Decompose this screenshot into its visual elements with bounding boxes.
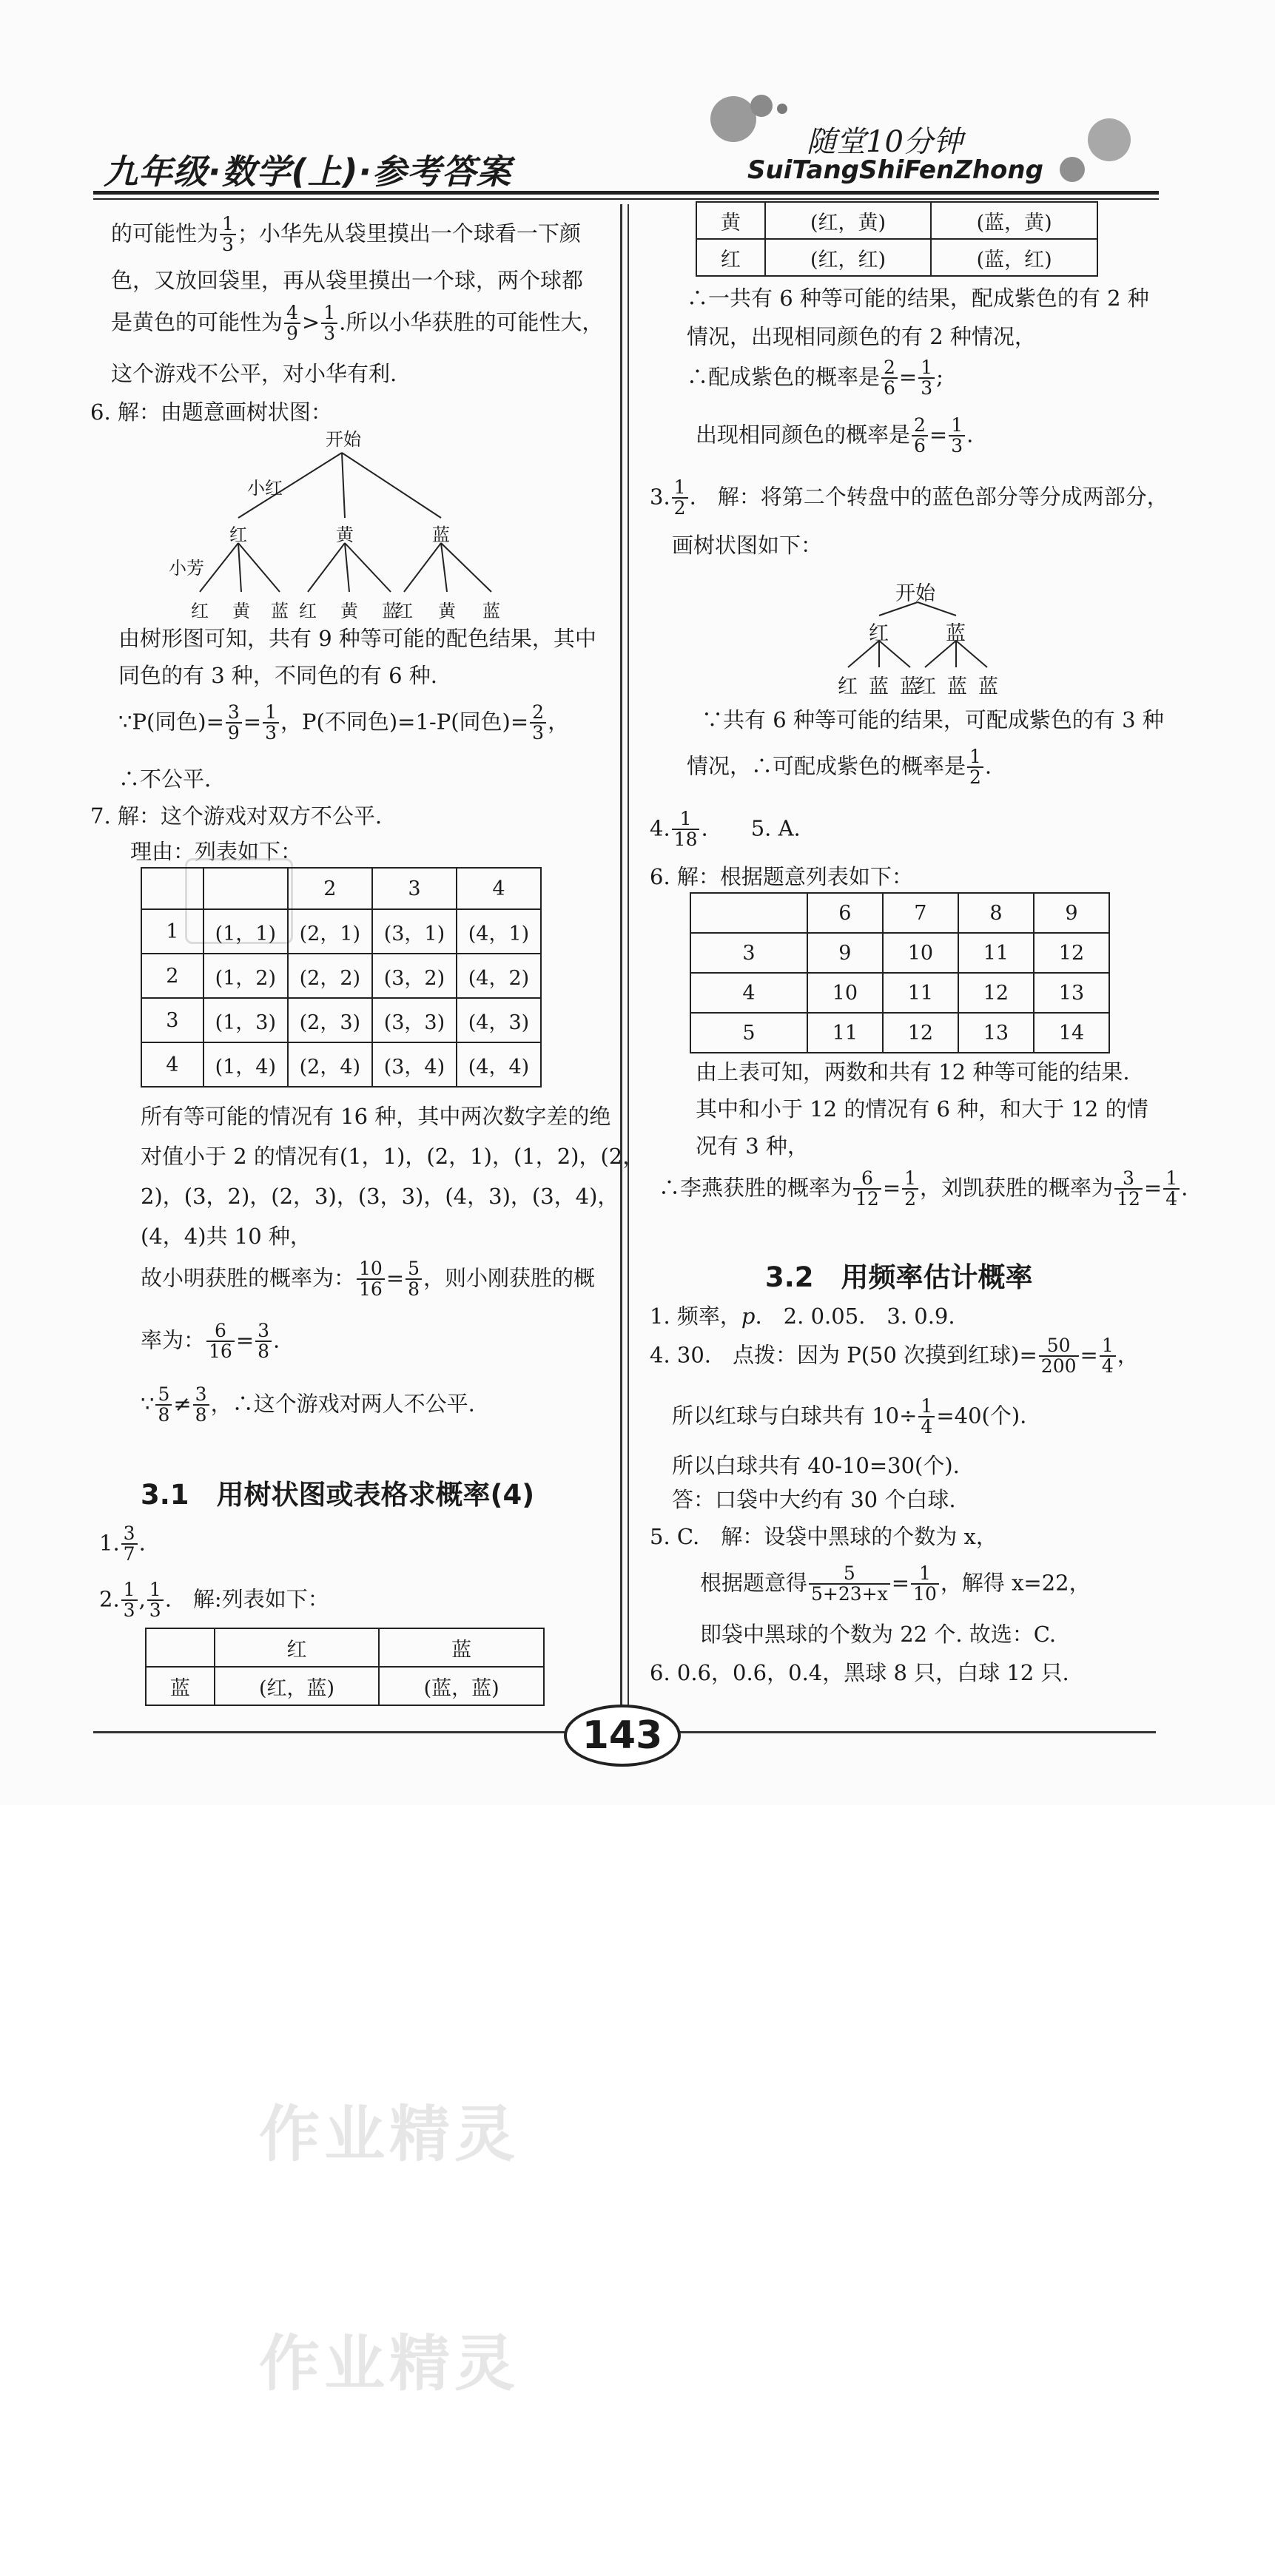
- text-line: 这个游戏不公平，对小华有利.: [111, 361, 397, 386]
- tree-leaf: 黄: [340, 601, 358, 621]
- table-cell: (4，1): [457, 909, 541, 954]
- table-cell: (2，4): [288, 1042, 372, 1087]
- decor-dot: [1088, 118, 1131, 161]
- table-top-right: [696, 201, 1098, 277]
- tree-leaf: 蓝: [978, 675, 998, 698]
- text-line: 3. $\frac{1}{2}$ . 解：将第二个转盘中的蓝色部分等分成两部分，: [650, 476, 1168, 519]
- text-line: 所有等可能的情况有 16 种，其中两次数字差的绝: [141, 1104, 611, 1129]
- table-cell: [690, 893, 807, 933]
- text-line: (4，4)共 10 种，: [141, 1224, 312, 1249]
- tree-leaf: 蓝: [900, 675, 920, 698]
- text-line: ∵ $\frac{5}{8}$ ≠ $\frac{3}{8}$ ，∴这个游戏对两人不公平.: [141, 1383, 475, 1426]
- watermark: 作业精灵: [259, 2329, 520, 2399]
- table-cell: 蓝: [146, 1667, 215, 1705]
- text-line: 所以红球与白球共有 10÷ $\frac{1}{4}$ =40(个).: [672, 1395, 1027, 1438]
- text-line: 是黄色的可能性为 $\frac{4}{9}$ > $\frac{1}{3}$ .所以小华获胜的可能性大，: [111, 302, 604, 345]
- table-cell: (4，2): [457, 954, 541, 998]
- table-cell: (红，红): [765, 239, 932, 276]
- table-cell: 4: [141, 1042, 203, 1087]
- table-cell: 6: [807, 893, 883, 933]
- watermark: 作业精灵: [259, 2100, 520, 2170]
- text-line: 2. $\frac{1}{3}$ , $\frac{1}{3}$ . 解:列表如下：: [99, 1579, 329, 1622]
- table-cell: 11: [958, 933, 1034, 973]
- table-row: [690, 1013, 1109, 1053]
- text-line: 率为： $\frac{6}{16}$ = $\frac{3}{8}$ .: [141, 1320, 280, 1363]
- table-cell: (红，蓝): [215, 1667, 380, 1705]
- blank-area: [0, 1805, 1275, 2576]
- table-cell: (蓝，红): [931, 239, 1097, 276]
- tree-node: 红: [229, 525, 247, 545]
- table-cell: 4: [457, 868, 541, 909]
- section-heading: 3.1 用树状图或表格求概率(4): [141, 1479, 535, 1511]
- text-line: 4. 30. 点拨：因为 P(50 次摸到红球)= $\frac{50}{200}$ = $\frac{1}{4}$ ，: [650, 1335, 1139, 1378]
- table-row: [146, 1628, 544, 1667]
- text-line: 故小明获胜的概率为： $\frac{10}{16}$ = $\frac{5}{8}$ ，则小刚获胜的概: [141, 1258, 596, 1301]
- text-line: 6. 0.6，0.6，0.4，黑球 8 只，白球 12 只.: [650, 1660, 1069, 1685]
- text-line: 情况，∴可配成紫色的概率是 $\frac{1}{2}$ .: [687, 746, 992, 789]
- text-line: ∵共有 6 种等可能的结果，可配成紫色的有 3 种: [702, 707, 1164, 732]
- text-line: 1. 频率，p. 2. 0.05. 3. 0.9.: [650, 1304, 955, 1329]
- text-line: 6. 解：由题意画树状图：: [90, 399, 332, 425]
- table-q7: [141, 867, 542, 1088]
- text-line: 况有 3 种，: [696, 1133, 809, 1159]
- tree-diagram: [0, 0, 592, 666]
- table-row: [696, 239, 1097, 276]
- table-cell: 5: [690, 1013, 807, 1053]
- table-cell: 11: [883, 973, 958, 1013]
- table-cell: 8: [958, 893, 1034, 933]
- decor-dot: [750, 95, 773, 117]
- table-cell: (蓝，蓝): [379, 1667, 544, 1705]
- table-cell: (蓝，黄): [931, 202, 1097, 239]
- tree-leaf: 红: [395, 601, 413, 621]
- table-cell: 蓝: [379, 1628, 544, 1667]
- text-line: 2)，(3，2)，(2，3)，(3，3)，(4，3)，(3，4)，: [141, 1184, 619, 1209]
- table-row: [696, 202, 1097, 239]
- page-number: 143: [564, 1705, 681, 1767]
- table-cell: 3: [372, 868, 457, 909]
- tree-leaf: 黄: [232, 601, 250, 621]
- brand-en: SuiTangShiFenZhong: [747, 155, 1043, 185]
- text-line: 同色的有 3 种，不同色的有 6 种.: [118, 663, 437, 688]
- tree-level-label: 小芳: [169, 558, 204, 579]
- table-cell: (1，1): [203, 909, 288, 954]
- section-heading: 3.2 用频率估计概率: [765, 1261, 1033, 1293]
- page-title: 九年级·数学(上)·参考答案: [104, 152, 511, 192]
- table-cell: 10: [883, 933, 958, 973]
- text-line: 5. C. 解：设袋中黑球的个数为 x，: [650, 1524, 998, 1549]
- table-cell: 9: [807, 933, 883, 973]
- text-line: 色，又放回袋里，再从袋里摸出一个球，两个球都: [111, 268, 584, 293]
- table-cell: 12: [1034, 933, 1109, 973]
- table-row: [690, 893, 1109, 933]
- table-row: [146, 1667, 544, 1705]
- table-cell: 4: [690, 973, 807, 1013]
- text-line: 根据题意得 $\frac{5}{5+23+x}$ = $\frac{1}{10}$ ，解得 x=22，: [700, 1562, 1091, 1605]
- column-divider: [620, 204, 622, 1736]
- text-line: 情况，出现相同颜色的有 2 种情况，: [687, 324, 1036, 349]
- text-line: 其中和小于 12 的情况有 6 种，和大于 12 的情: [696, 1096, 1148, 1122]
- table-cell: 10: [807, 973, 883, 1013]
- text-line: 由树形图可知，共有 9 种等可能的配色结果，其中: [118, 626, 596, 651]
- tree-level-label: 小红: [247, 478, 283, 499]
- table-cell: (3，2): [372, 954, 457, 998]
- tree-leaf: 蓝: [482, 601, 500, 621]
- table-cell: 黄: [696, 202, 765, 239]
- text-line: 对值小于 2 的情况有(1，1)，(2，1)，(1，2)，(2，: [141, 1144, 645, 1169]
- table-cell: 11: [807, 1013, 883, 1053]
- table-cell: (1，2): [203, 954, 288, 998]
- table-cell: (3，3): [372, 998, 457, 1042]
- tree-leaf: 蓝: [947, 675, 967, 698]
- footer-rule: [673, 1731, 1156, 1733]
- table-cell: 13: [1034, 973, 1109, 1013]
- text-line: ∴一共有 6 种等可能的结果，配成紫色的有 2 种: [687, 286, 1149, 311]
- table-cell: 13: [958, 1013, 1034, 1053]
- text-line: ∴李燕获胜的概率为 $\frac{6}{12}$ = $\frac{1}{2}$ ，刘凯获胜的概率为 $\frac{3}{12}$ = $\frac{1}{4}$ .: [659, 1167, 1188, 1210]
- tree-leaf: 红: [838, 675, 858, 698]
- text-line: 7. 解：这个游戏对双方不公平.: [90, 803, 383, 829]
- tree-leaf: 红: [191, 601, 209, 621]
- table-cell: 9: [1034, 893, 1109, 933]
- tree-leaf: 蓝: [271, 601, 289, 621]
- text-line: 所以白球共有 40-10=30(个).: [672, 1453, 960, 1478]
- text-line: ∵P(同色)= $\frac{3}{9}$ = $\frac{1}{3}$ ，P(不同色)=1-P(同色)= $\frac{2}{3}$ ，: [118, 701, 570, 744]
- table-cell: (3，1): [372, 909, 457, 954]
- tree-node: 红: [869, 622, 889, 645]
- tree-leaf: 蓝: [869, 675, 889, 698]
- table-cell: 2: [141, 954, 203, 998]
- decor-dot: [1060, 157, 1085, 182]
- table-cell: 1: [141, 909, 203, 954]
- text-line: ∴配成紫色的概率是 $\frac{2}{6}$ = $\frac{1}{3}$ ;: [687, 357, 943, 399]
- table-cell: [146, 1628, 215, 1667]
- tree-node: 黄: [336, 525, 354, 545]
- table-cell: 红: [215, 1628, 380, 1667]
- table-cell: 3: [690, 933, 807, 973]
- text-line: 4. $\frac{1}{18}$ . 5. A.: [650, 808, 801, 851]
- tree-root: 开始: [326, 429, 361, 450]
- table-cell: (3，4): [372, 1042, 457, 1087]
- table-cell: 红: [696, 239, 765, 276]
- footer-rule: [93, 1731, 567, 1733]
- text-line: 1. $\frac{3}{7}$ .: [99, 1523, 146, 1565]
- text-line: 答：口袋中大约有 30 个白球.: [672, 1487, 956, 1512]
- table-cell: 12: [883, 1013, 958, 1053]
- table-cell: 12: [958, 973, 1034, 1013]
- table-row: [141, 868, 541, 909]
- text-line: 6. 解：根据题意列表如下：: [650, 864, 913, 889]
- text-line: 由上表可知，两数和共有 12 种等可能的结果.: [696, 1059, 1130, 1085]
- tree-node: 蓝: [432, 525, 450, 545]
- table-cell: 7: [883, 893, 958, 933]
- table-q2: [145, 1628, 545, 1706]
- table-cell: (1，3): [203, 998, 288, 1042]
- table-cell: [203, 868, 288, 909]
- table-cell: (红，黄): [765, 202, 932, 239]
- table-cell: 3: [141, 998, 203, 1042]
- table-row: [141, 1042, 541, 1087]
- tree-leaf: 黄: [438, 601, 456, 621]
- tree-leaf: 红: [916, 675, 936, 698]
- tree-leaf: 蓝: [382, 601, 400, 621]
- table-cell: [141, 868, 203, 909]
- table-cell: (2，1): [288, 909, 372, 954]
- tree-root: 开始: [895, 582, 935, 605]
- text-line: 出现相同颜色的概率是 $\frac{2}{6}$ = $\frac{1}{3}$ .: [696, 414, 974, 457]
- table-cell: 14: [1034, 1013, 1109, 1053]
- tree-node: 蓝: [946, 622, 966, 645]
- table-cell: (2，2): [288, 954, 372, 998]
- table-cell: (2，3): [288, 998, 372, 1042]
- decor-dot: [710, 96, 756, 142]
- table-row: [690, 933, 1109, 973]
- text-line: 画树状图如下：: [672, 533, 823, 558]
- table-q6: [690, 892, 1110, 1053]
- table-cell: (1，4): [203, 1042, 288, 1087]
- table-row: [690, 973, 1109, 1013]
- table-row: [141, 954, 541, 998]
- table-cell: (4，4): [457, 1042, 541, 1087]
- brand-cn: 随堂10分钟: [807, 125, 963, 159]
- table-cell: (4，3): [457, 998, 541, 1042]
- table-row: [141, 998, 541, 1042]
- text-line: 即袋中黑球的个数为 22 个. 故选：C.: [700, 1622, 1057, 1647]
- text-line: 的可能性为 $\frac{1}{3}$ ；小华先从袋里摸出一个球看一下颜: [111, 213, 581, 256]
- tree-leaf: 红: [299, 601, 317, 621]
- column-divider: [628, 204, 629, 1736]
- text-line: 理由：列表如下：: [130, 839, 303, 864]
- text-line: ∴不公平.: [118, 766, 212, 792]
- table-row: [141, 909, 541, 954]
- decor-dot: [777, 104, 787, 114]
- table-cell: 2: [288, 868, 372, 909]
